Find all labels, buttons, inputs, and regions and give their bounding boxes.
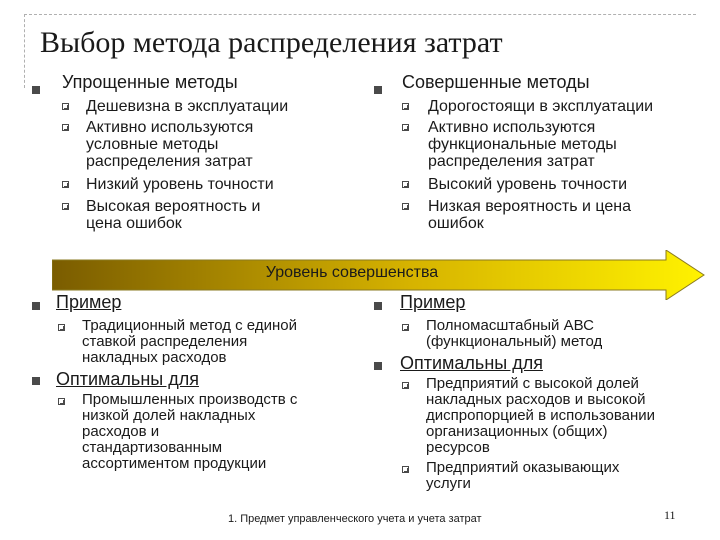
bullet-square-icon [374, 362, 382, 370]
bullet-square-icon [374, 86, 382, 94]
right-item-2: Активно используются функциональные методы распределения затрат [428, 119, 617, 170]
bottom-left-optimal-heading: Оптимальны для [56, 369, 199, 389]
bottom-right-example-heading: Пример [400, 292, 466, 312]
checkbox-bullet-icon [402, 103, 409, 110]
bottom-left-optimal-item: Промышленных производств с низкой долей накладных расходов и стандартизованным ассортиментом продукции [82, 391, 298, 472]
checkbox-bullet-icon [402, 324, 409, 331]
checkbox-bullet-icon [402, 203, 409, 210]
left-heading: Упрощенные методы [62, 72, 238, 92]
bottom-left-example-heading: Пример [56, 292, 122, 312]
bottom-right-optimal-heading: Оптимальны для [400, 353, 543, 373]
right-item-4: Низкая вероятность и цена ошибок [428, 198, 632, 232]
right-item-3: Высокий уровень точности [428, 176, 628, 193]
bottom-right-example-item: Полномасштабный АВС (функциональный) метод [426, 317, 603, 350]
title-frame-top [24, 14, 696, 15]
left-item-3: Низкий уровень точности [86, 176, 274, 193]
checkbox-bullet-icon [62, 203, 69, 210]
checkbox-bullet-icon [58, 324, 65, 331]
bullet-square-icon [374, 302, 382, 310]
checkbox-bullet-icon [402, 124, 409, 131]
left-item-1: Дешевизна в эксплуатации [86, 98, 289, 115]
left-item-2: Активно используются условные методы распределения затрат [86, 119, 254, 170]
checkbox-bullet-icon [62, 181, 69, 188]
left-item-4: Высокая вероятность и цена ошибок [86, 198, 261, 232]
checkbox-bullet-icon [62, 124, 69, 131]
checkbox-bullet-icon [62, 103, 69, 110]
bottom-right-optimal-item-1: Предприятий с высокой долей накладных расходов и высокой диспропорцией в использовании организационных (общих) ресурсов [426, 375, 656, 456]
bullet-square-icon [32, 377, 40, 385]
arrow-label: Уровень совершенства [265, 264, 439, 281]
bullet-square-icon [32, 86, 40, 94]
slide-footer: 1. Предмет управленческого учета и учета затрат [228, 513, 482, 525]
bottom-left-example-item: Традиционный метод с единой ставкой распределения накладных расходов [82, 317, 297, 366]
checkbox-bullet-icon [402, 181, 409, 188]
checkbox-bullet-icon [58, 398, 65, 405]
title-frame-left [24, 14, 25, 88]
right-heading: Совершенные методы [402, 72, 590, 92]
checkbox-bullet-icon [402, 466, 409, 473]
bottom-right-optimal-item-2: Предприятий оказывающих услуги [426, 459, 620, 492]
bullet-square-icon [32, 302, 40, 310]
checkbox-bullet-icon [402, 382, 409, 389]
page-number: 11 [664, 508, 676, 522]
right-item-1: Дорогостоящи в эксплуатации [428, 98, 654, 115]
slide-title: Выбор метода распределения затрат [40, 26, 503, 59]
